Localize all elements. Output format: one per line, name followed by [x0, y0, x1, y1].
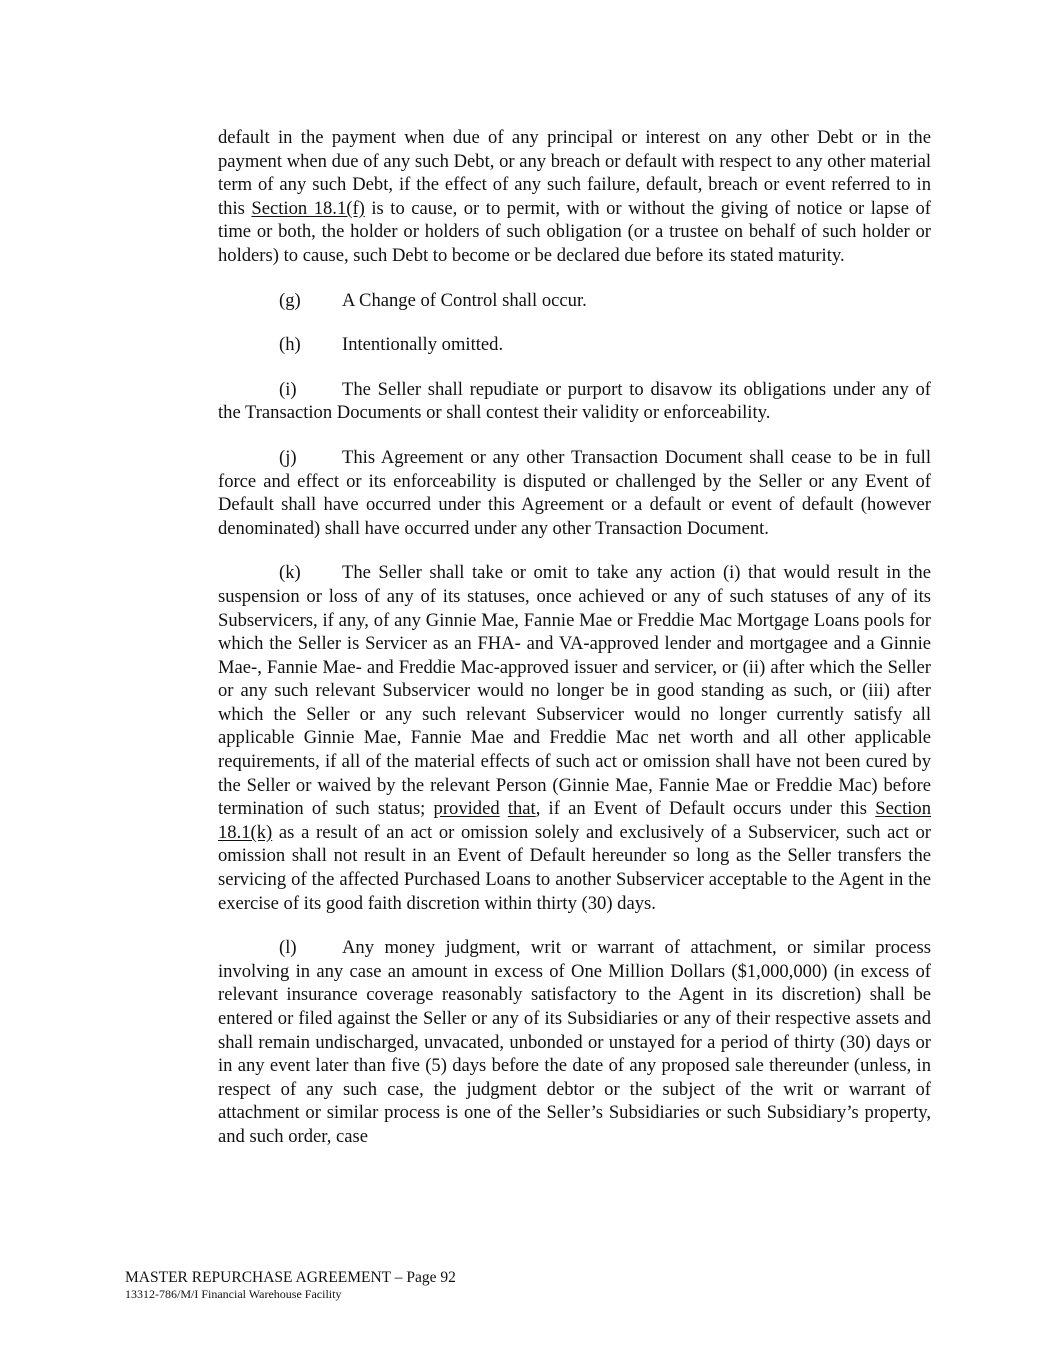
clause-i: [218, 378, 931, 425]
intro-text-1: default in the payment when due of any principal or interest on any other Debt or in the payment when due of any such Debt, or any breach or default with respect to any other material term of any such Debt, if the effect of any such failure, default, breach or event referred to in this: [218, 127, 931, 219]
clause-l-label: (l): [279, 937, 297, 959]
clause-g-label: (g): [279, 289, 301, 311]
clause-g: [218, 289, 931, 313]
clause-i-text: The Seller shall repudiate or purport to disavow its obligations under any of the Transaction Documents or shall contest their validity or enforceability.: [218, 378, 931, 424]
clause-k-label: (k): [279, 562, 301, 584]
clause-k-text-3: as a result of an act or omission solely and exclusively of a Subservicer, such act or omission shall not result in an Event of Default hereunder so long as the Seller transfers the servicing of the affected Purchased Loans to another Subservicer acceptable to the Agent in the exercise of its good faith discretion within thirty (30) days.: [218, 821, 931, 914]
clause-j: [218, 446, 931, 540]
clause-h: [218, 333, 931, 357]
provided-term: provided: [433, 798, 500, 820]
clause-j-text: This Agreement or any other Transaction Document shall cease to be in full force and effect or its enforceability is disputed or challenged by the Seller or any Event of Default shall have occurred under this Agreement or a default or event of default (however denominated) shall have occurred under any other Transaction Document.: [218, 446, 931, 539]
clause-h-label: (h): [279, 334, 301, 356]
clause-g-text: A Change of Control shall occur.: [342, 289, 587, 311]
footer-subtitle: 13312-786/M/I Financial Warehouse Facility: [125, 1287, 342, 1301]
that-term: that: [507, 798, 536, 820]
clause-j-label: (j): [279, 446, 297, 468]
footer-title: MASTER REPURCHASE AGREEMENT – Page 92: [125, 1269, 456, 1286]
section-ref-18-1-f: Section 18.1(f): [251, 197, 365, 219]
intro-paragraph: [218, 126, 931, 268]
section-ref-18-1-k: Section 18.1(k): [218, 798, 932, 843]
clause-l: [218, 936, 931, 1148]
clause-i-label: (i): [279, 378, 297, 400]
page-footer: [125, 1268, 456, 1301]
clause-k-text-1: The Seller shall take or omit to take any action (i) that would result in the suspension or loss of any of its statuses, once achieved or any of such statuses of any of its Subservicers, if any, of any Ginnie Mae, Fannie Mae or Freddie Mac Mortgage Loans pools for which the Seller is Servicer as an FHA- and VA-approved lender and mortgagee and a Ginnie Mae-, Fannie Mae- and Freddie Mac-approved issuer and servicer, or (ii) after which the Seller or any such relevant Subservicer would no longer be in good standing as such, or (iii) after which the Seller or any such relevant Subservicer would no longer currently satisfy all applicable Ginnie Mae, Fannie Mae and Freddie Mac net worth and all other applicable requirements, if all of the material effects of such act or omission shall have not been cured by the Seller or waived by the relevant Person (Ginnie Mae, Fannie Mae or Freddie Mac) before termination of such status;: [218, 562, 931, 820]
clause-l-text: Any money judgment, writ or warrant of attachment, or similar process involving in any case an amount in excess of One Million Dollars ($1,000,000) (in excess of relevant insurance coverage reasonably satisfactory to the Agent in its discretion) shall be entered or filed against the Seller or any of its Subsidiaries or any of their respective assets and shall remain undischarged, unvacated, unbonded or unstayed for a period of thirty (30) days or in any event later than five (5) days before the date of any proposed sale thereunder (unless, in respect of any such case, the judgment debtor or the subject of the writ or warrant of attachment or similar process is one of the Seller’s Subsidiaries or such Subsidiary’s property, and such order, case: [218, 937, 931, 1147]
clause-k-text-2: , if an Event of Default occurs under this: [535, 798, 876, 820]
intro-text-2: is to cause, or to permit, with or without the giving of notice or lapse of time or both, the holder or holders of such obligation (or a trustee on behalf of such holder or holders) to cause, such Debt to become or be declared due before its stated maturity.: [218, 197, 931, 266]
clause-k: [218, 561, 931, 915]
document-body: [218, 126, 931, 1170]
clause-h-text: Intentionally omitted.: [342, 334, 504, 356]
